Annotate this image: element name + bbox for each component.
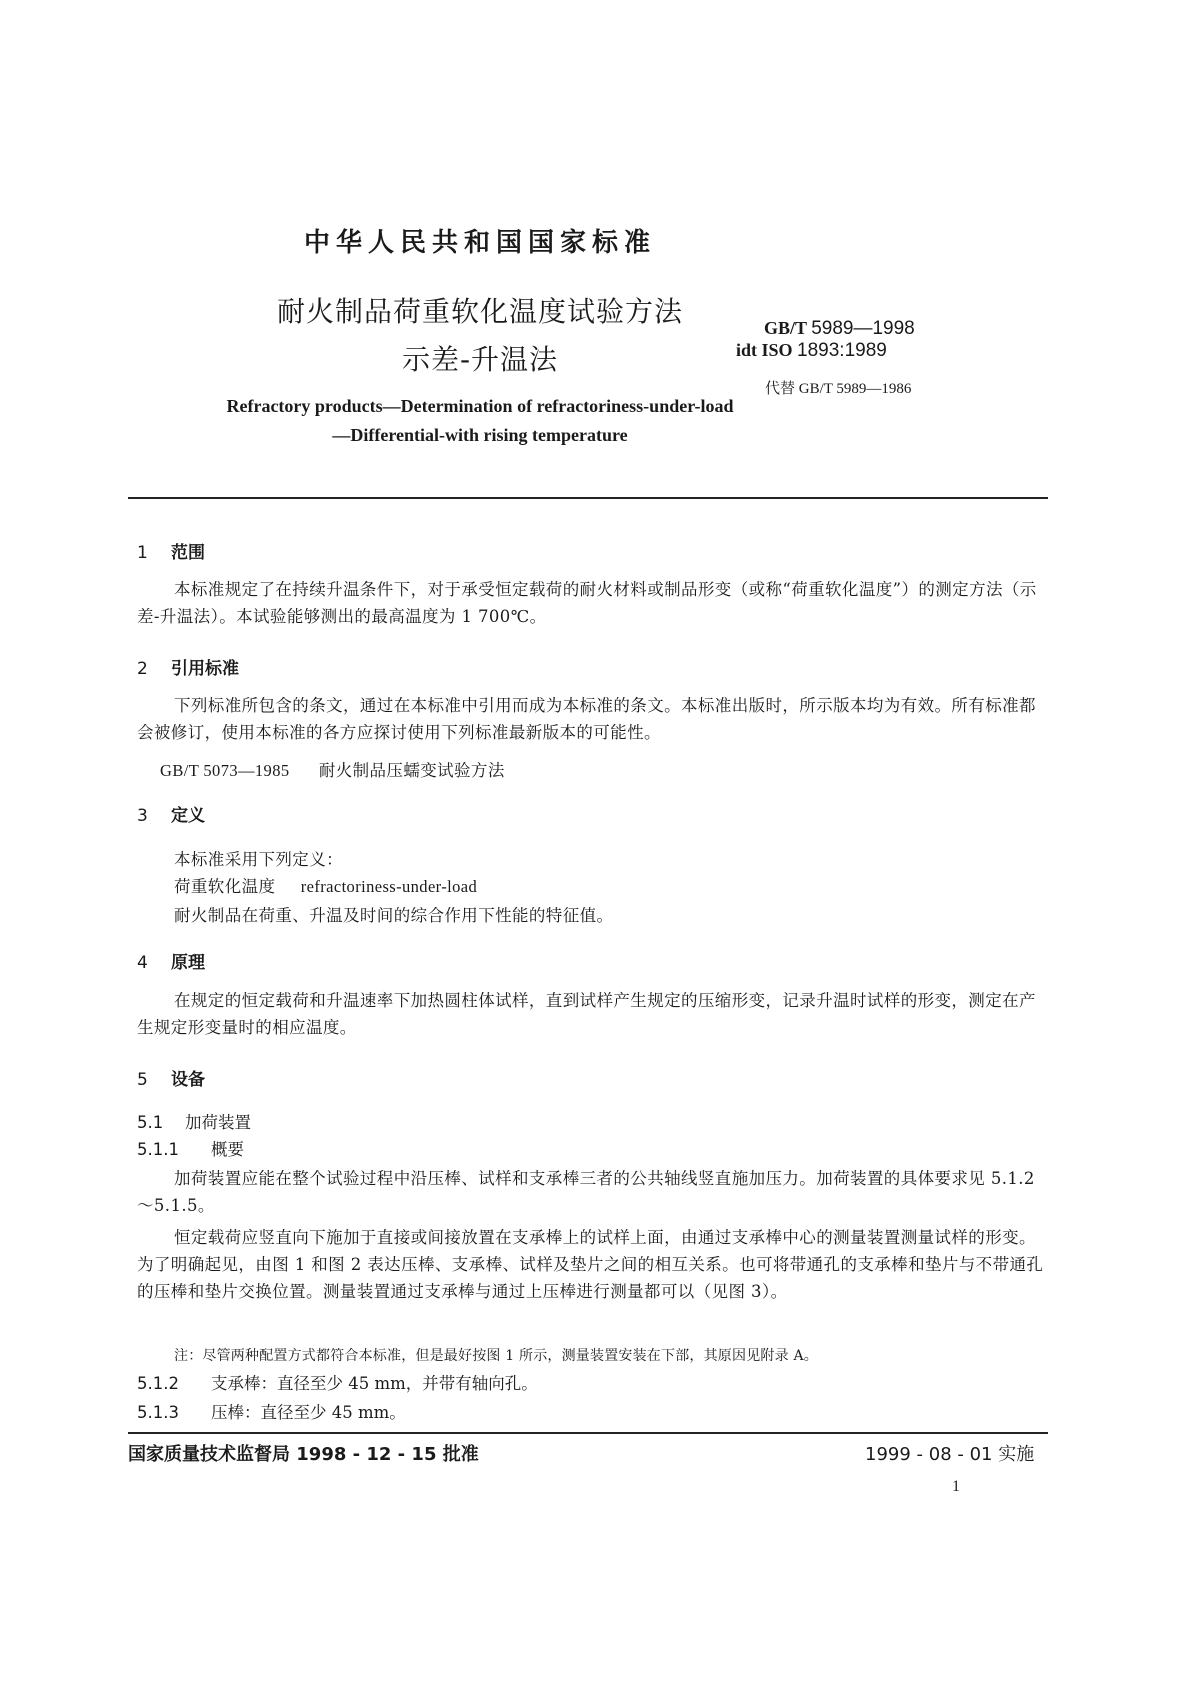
title-en-line1: Refractory products—Determination of refractoriness-under-load <box>226 396 734 416</box>
referenced-standard <box>160 757 505 781</box>
subsection-5-1 <box>137 1109 251 1133</box>
subsection-5-1-3-text: 压棒：直径至少 45 mm。 <box>211 1403 406 1422</box>
section-5-heading <box>137 1065 205 1090</box>
standard-number <box>764 318 915 340</box>
replaces-standard: 代替 GB/T 5989—1986 <box>765 381 912 397</box>
section-5-paragraph-2: 恒定载荷应竖直向下施加于直接或间接放置在支承棒上的试样上面，由通过支承棒中心的测量装置测量试样的形变。为了明确起见，由图 1 和图 2 表达压棒、支承棒、试样及垫片之间的相互关系。也可将带通孔的支承棒和垫片与不带通孔的压棒和垫片交换位置。测量装置通过支承棒与通过上压棒进行测量都可以（见图 3）。 <box>137 1228 1044 1301</box>
section-1-number: 1 <box>137 543 148 563</box>
section-3-title: 定义 <box>171 806 205 826</box>
page-number: 1 <box>952 1478 960 1495</box>
subsection-5-1-1-title: 概要 <box>211 1140 244 1159</box>
gb-number: 5989—1998 <box>811 318 915 339</box>
footer-divider <box>128 1432 1048 1434</box>
subsection-5-1-3-number: 5.1.3 <box>137 1403 179 1422</box>
section-4-title: 原理 <box>171 953 205 973</box>
section-4-paragraph: 在规定的恒定载荷和升温速率下加热圆柱体试样，直到试样产生规定的压缩形变，记录升温时试样的形变，测定在产生规定形变量时的相应温度。 <box>137 991 1036 1037</box>
term-cn: 荷重软化温度 <box>174 877 276 896</box>
subsection-5-1-number: 5.1 <box>137 1113 164 1132</box>
idt-number <box>736 340 887 362</box>
section-1-paragraph: 本标准规定了在持续升温条件下，对于承受恒定载荷的耐火材料或制品形变（或称“荷重软化温度”）的测定方法（示差-升温法）。本试验能够测出的最高温度为 1 700℃。 <box>137 580 1037 626</box>
ref-title: 耐火制品压蠕变试验方法 <box>318 761 505 780</box>
subsection-5-1-1 <box>137 1136 244 1160</box>
subsection-5-1-3 <box>137 1399 406 1423</box>
section-4-heading <box>137 948 205 973</box>
term-definition: 耐火制品在荷重、升温及时间的综合作用下性能的特征值。 <box>174 906 614 925</box>
section-1-title: 范围 <box>171 543 205 563</box>
effective-date: 1999 - 08 - 01 实施 <box>865 1444 1035 1465</box>
term-en: refractoriness-under-load <box>300 877 478 896</box>
header-divider <box>128 497 1048 499</box>
section-5-paragraph-1: 加荷装置应能在整个试验过程中沿压棒、试样和支承棒三者的公共轴线竖直施加压力。加荷装置的具体要求见 5.1.2～5.1.5。 <box>137 1169 1035 1215</box>
subsection-5-1-2-number: 5.1.2 <box>137 1374 179 1393</box>
section-2-paragraph: 下列标准所包含的条文，通过在本标准中引用而成为本标准的条文。本标准出版时，所示版本均为有效。所有标准都会被修订，使用本标准的各方应探讨使用下列标准最新版本的可能性。 <box>137 696 1036 742</box>
idt-value: 1893:1989 <box>797 340 887 361</box>
section-3-heading <box>137 801 205 826</box>
section-5-note: 注：尽管两种配置方式都符合本标准，但是最好按图 1 所示，测量装置安装在下部，其原因见附录 A。 <box>174 1348 818 1364</box>
subsection-5-1-title: 加荷装置 <box>185 1113 251 1132</box>
idt-prefix: idt ISO <box>736 340 793 360</box>
approval-date: 国家质量技术监督局 1998 - 12 - 15 批准 <box>128 1444 479 1465</box>
ref-code: GB/T 5073—1985 <box>160 761 290 780</box>
section-1-heading <box>137 538 205 563</box>
defined-term <box>174 873 477 897</box>
definition-intro: 本标准采用下列定义： <box>174 850 343 869</box>
section-5-number: 5 <box>137 1070 148 1090</box>
section-2-title: 引用标准 <box>171 659 239 679</box>
section-2-number: 2 <box>137 659 148 679</box>
subsection-5-1-2-text: 支承棒：直径至少 45 mm，并带有轴向孔。 <box>211 1374 538 1393</box>
title-cn-line1: 耐火制品荷重软化温度试验方法 <box>276 295 683 328</box>
section-2-heading <box>137 654 239 679</box>
gb-prefix: GB/T <box>764 318 807 338</box>
section-5-title: 设备 <box>171 1070 205 1090</box>
subsection-5-1-1-number: 5.1.1 <box>137 1140 179 1159</box>
title-cn-line2: 示差-升温法 <box>401 343 559 376</box>
title-en-line2: —Differential-with rising temperature <box>332 425 628 445</box>
section-4-number: 4 <box>137 953 148 973</box>
subsection-5-1-2 <box>137 1370 538 1394</box>
national-standard-header: 中华人民共和国国家标准 <box>303 228 656 258</box>
section-3-number: 3 <box>137 806 148 826</box>
